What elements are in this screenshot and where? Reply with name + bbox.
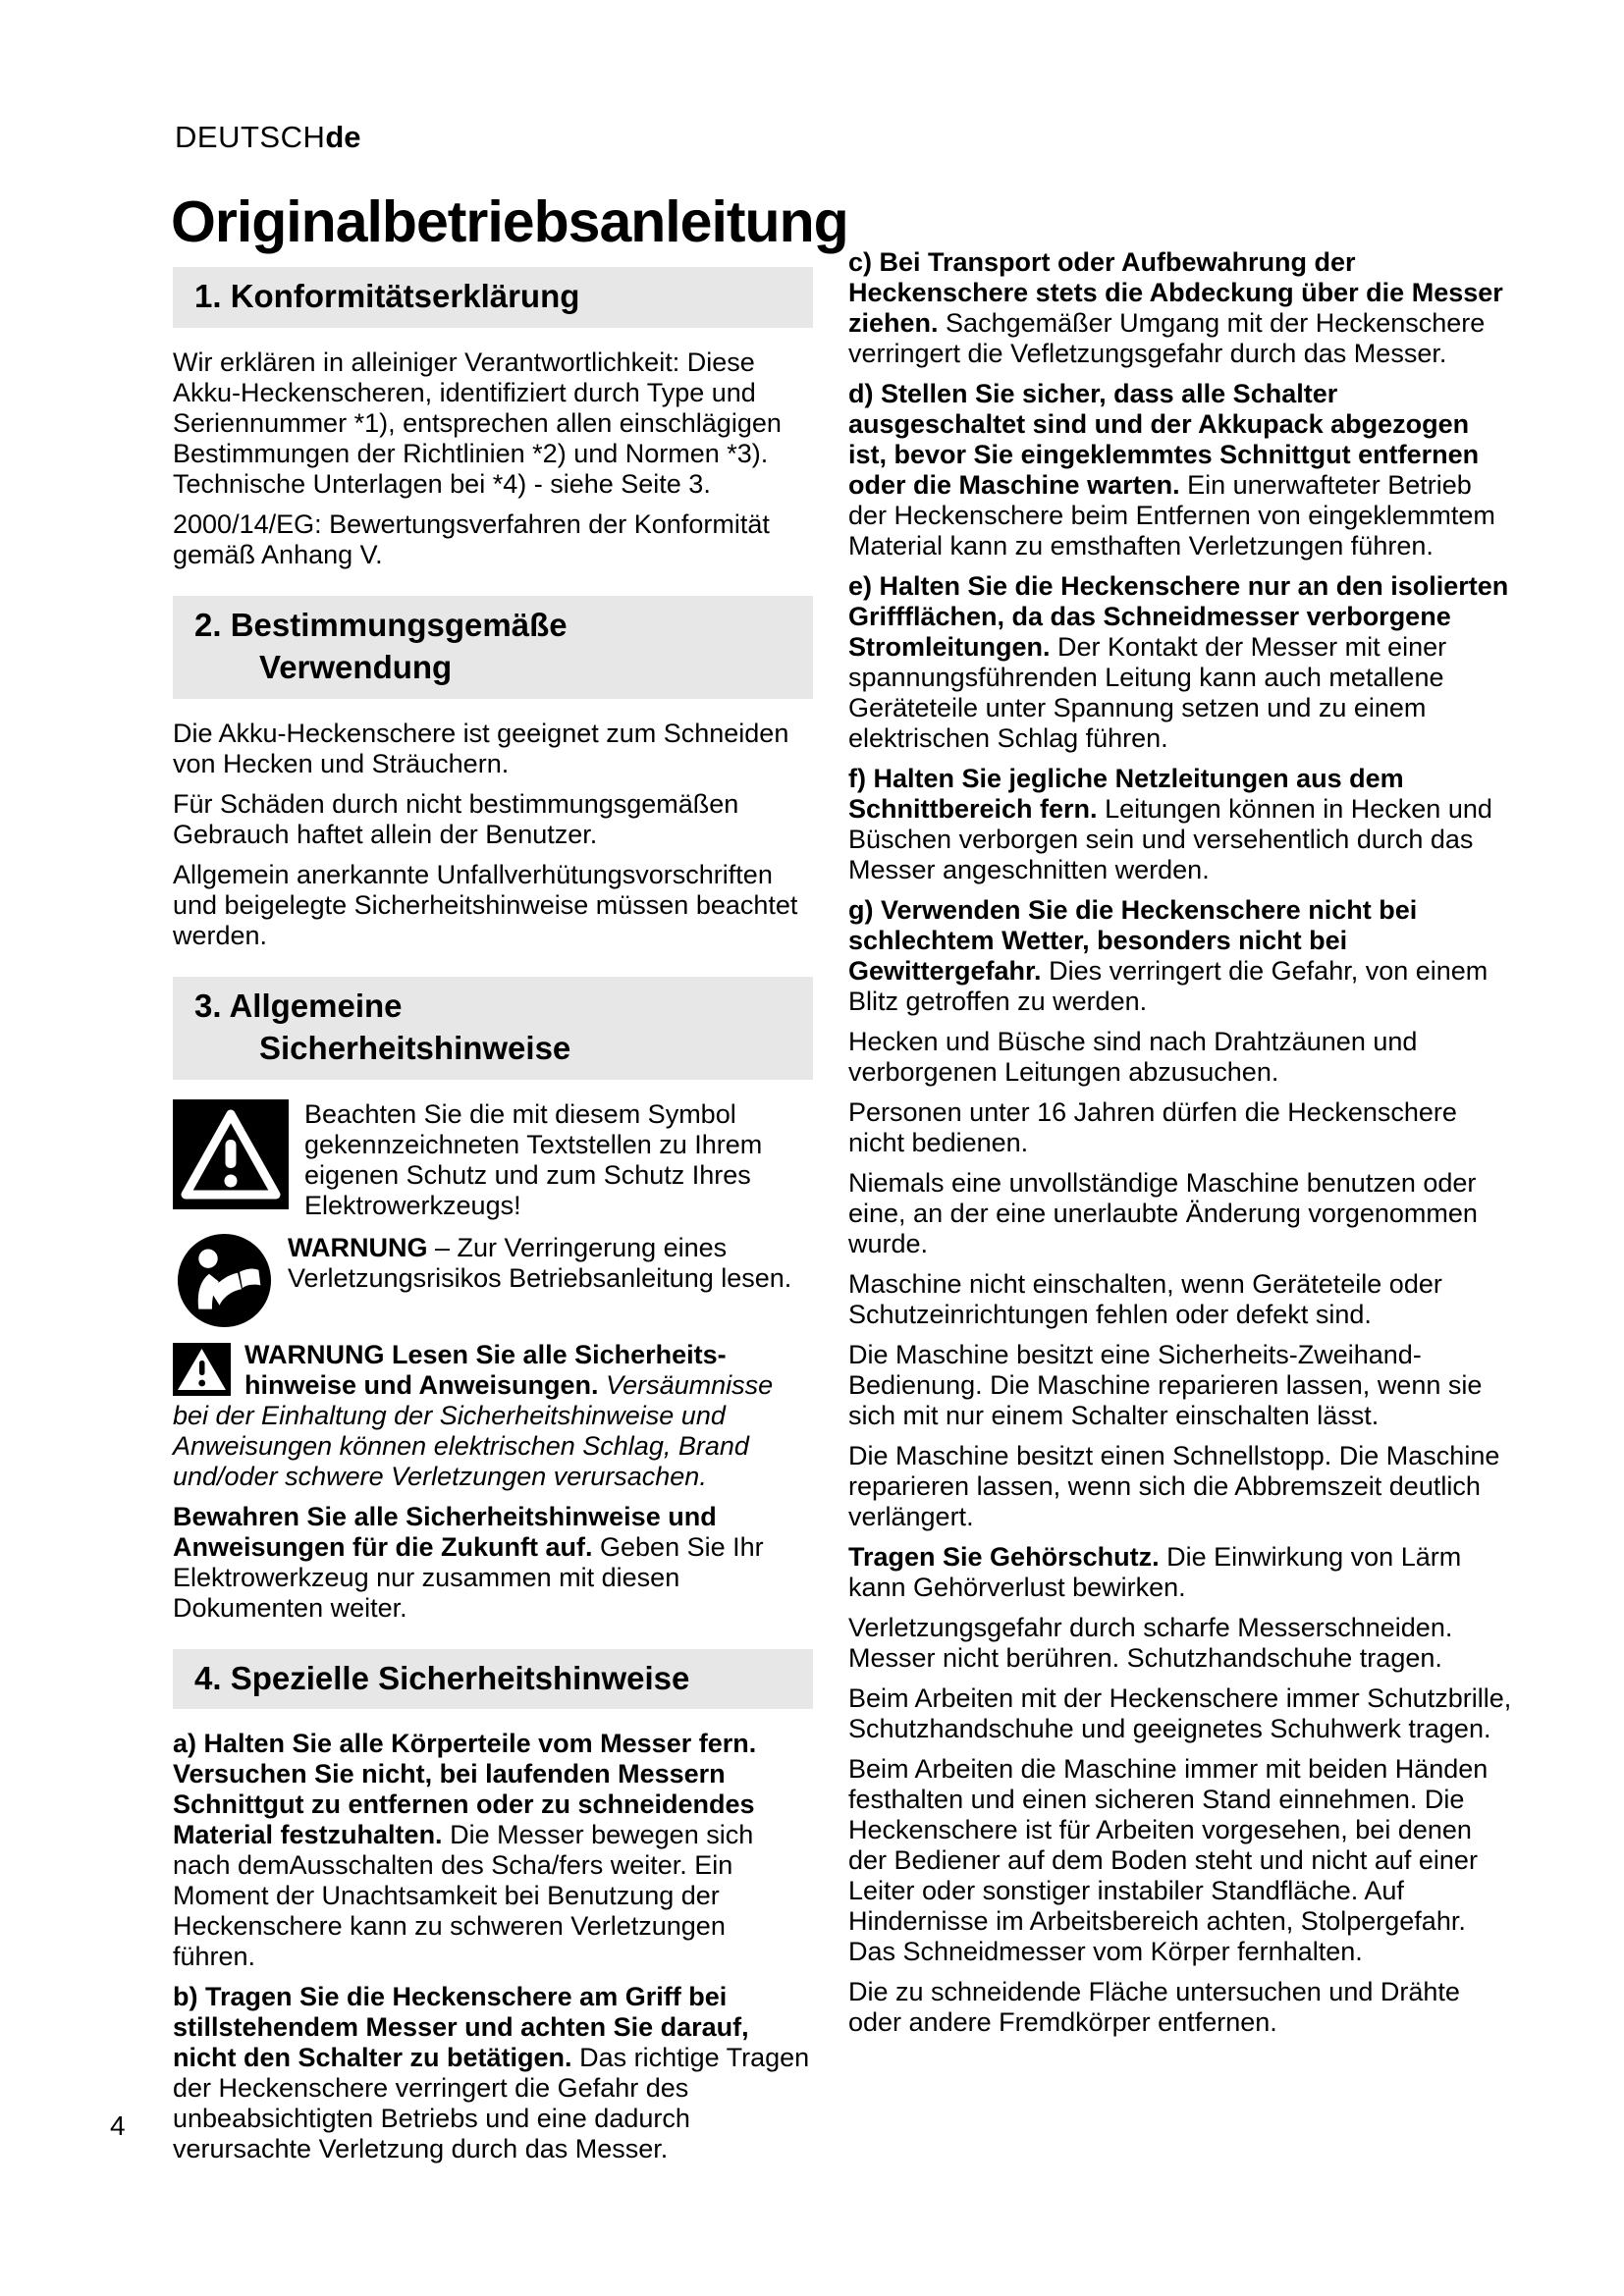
keep-rest: Geben Sie Ihr Elektrowerkzeug nur zusammen mit diesen Dokumenten weiter. (173, 1531, 764, 1623)
section-heading-2-line1: 2. Bestimmungsgemäße (194, 606, 568, 643)
paragraph: Wir erklären in alleiniger Verantwortlichkeit: Diese Akku-Heckenscheren, identifiziert durch Type und Seriennummer *1), entsprechen allen einschlägigen Bestimmungen der Richtlinien *2) und Normen *3). Technische Unterlagen bei *4) - siehe Seite 3. (173, 347, 782, 499)
section-heading-1 (173, 267, 813, 328)
read-manual-text (288, 1233, 813, 1294)
paragraph-a-rest: Die Messer bewegen sich nach demAusschalten des Scha/fers weiter. Ein Moment der Unachtsamkeit bei Benutzung der Heckenschere kann zu schweren Verletzungen führen. (173, 1820, 754, 1972)
paragraph-text: Beim Arbeiten mit der Heckenschere immer Schutzbrille, Schutzhandschuhe und geeignetes Schuhwerk tragen. (848, 1683, 1512, 1743)
section-heading-3-line2: Sicherheitshinweise (259, 1030, 571, 1067)
paragraph (848, 1542, 1512, 1603)
paragraph: Für Schäden durch nicht bestimmungsgemäßen Gebrauch haftet allein der Benutzer. (173, 788, 739, 849)
paragraph-text: Hecken und Büsche sind nach Drahtzäunen und verborgenen Leitungen abzusuchen. (848, 1027, 1418, 1087)
left-column (173, 253, 813, 2174)
paragraph-text: Dies verringert die Gefahr, von einem Blitz getroffen zu werden. (848, 956, 1489, 1016)
section-heading-3-line1: 3. Allgemeine (194, 987, 403, 1024)
paragraph-text: Sachgemäßer Umgang mit der Heckenschere verringert die Vefletzungsgefahr durch das Messer. (848, 308, 1486, 368)
section-heading-2 (173, 596, 813, 699)
read-manual-icon (177, 1233, 272, 1328)
read-all-italic: Versäumnisse bei der Einhaltung der Sicherheitshinweise und Anweisungen können elektrischen Schlag, Brand und/oder schwere Verletzungen verursachen. (173, 1369, 774, 1491)
paragraph-text: Ein unerwafteter Betrieb der Heckenschere beim Entfernen von eingeklemmtem Material kann zu emsthaften Verletzungen führen. (848, 470, 1495, 561)
paragraph (848, 1683, 1512, 1744)
paragraph-lead-bold: d) Stellen Sie sicher, dass alle Schalter ausgeschaltet sind und der Akkupack abgezogen ist, bevor Sie eingeklemmtes Schnittgut entfernen oder die Maschine warten. (848, 379, 1480, 500)
paragraph (848, 1754, 1512, 1967)
read-all-warning (173, 1340, 813, 1492)
paragraph-text: Verletzungsgefahr durch scharfe Messerschneiden. Messer nicht berühren. Schutzhandschuhe tragen. (848, 1613, 1453, 1673)
paragraph (848, 895, 1512, 1017)
paragraph-text: Personen unter 16 Jahren dürfen die Heckenschere nicht bedienen. (848, 1097, 1457, 1157)
warning-word: WARNUNG (288, 1232, 428, 1262)
paragraph-lead-bold: g) Verwenden Sie die Heckenschere nicht bei schlechtem Wetter, besonders nicht bei Gewittergefahr. (848, 895, 1418, 986)
right-column (848, 247, 1512, 2048)
paragraph-lead-bold: e) Halten Sie die Heckenschere nur an den isolierten Griffflächen, da das Schneidmesser verborgene Stromleitungen. (848, 571, 1509, 662)
paragraph (848, 571, 1512, 754)
warning-triangle-small-icon (173, 1343, 231, 1396)
paragraph-lead-bold: f) Halten Sie jegliche Netzleitungen aus dem Schnittbereich fern. (848, 764, 1404, 824)
paragraph-text: Die zu schneidende Fläche untersuchen und Drähte oder andere Fremdkörper entfernen. (848, 1977, 1460, 2037)
paragraph-text: Beim Arbeiten die Maschine immer mit beiden Händen festhalten und einen sicheren Stand einnehmen. Die Heckenschere ist für Arbeiten vorgesehen, bei denen der Bediener auf dem Boden steht und nicht auf einer Leiter oder sonstiger instabiler Standfläche. Auf Hindernisse im Arbeitsbereich achten, Stolpergefahr. Das Schneidmesser vom Körper fernhalten. (848, 1754, 1489, 1966)
section-heading-1-text: 1. Konformitätserklärung (194, 278, 580, 314)
section-heading-4-text: 4. Spezielle Sicherheitshinweise (194, 1659, 690, 1696)
read-manual-row (173, 1233, 813, 1328)
paragraph-a (173, 1729, 813, 1972)
paragraph (848, 764, 1512, 885)
paragraph-text: Der Kontakt der Messer mit einer spannungsführenden Leitung kann auch metallene Geräteteile unter Spannung setzen und zu einem elektrischen Schlag führen. (848, 632, 1447, 753)
symbol-note-row (173, 1099, 813, 1221)
paragraph-text: Leitungen können in Hecken und Büschen verborgen sein und versehentlich durch das Messer angeschnitten werden. (848, 794, 1492, 884)
paragraph-a-bold: a) Halten Sie alle Körperteile vom Messer fern. Versuchen Sie nicht, bei laufenden Messern Schnittgut zu entfernen oder zu schneidendes Material festzuhalten. (173, 1729, 757, 1850)
paragraph (848, 1613, 1512, 1674)
paragraph (848, 379, 1512, 561)
warning-triangle-icon (173, 1099, 289, 1209)
paragraph: 2000/14/EG: Bewertungsverfahren der Konformität gemäß Anhang V. (173, 508, 770, 569)
read-all-bold: WARNUNG Lesen Sie alle Sicherheits-hinweise und Anweisungen. (244, 1339, 727, 1400)
paragraph (848, 1097, 1512, 1158)
section-heading-2-line2: Verwendung (259, 649, 453, 686)
paragraph-lead-bold: Tragen Sie Gehörschutz. (848, 1542, 1160, 1572)
paragraph (848, 1269, 1512, 1330)
read-manual-rest: – Zur Verringerung eines Verletzungsrisikos Betriebsanleitung lesen. (288, 1232, 792, 1293)
paragraph-text: Die Maschine besitzt eine Sicherheits-Zweihand-Bedienung. Die Maschine reparieren lassen, wenn sie sich mit nur einem Schalter einschalten lässt. (848, 1340, 1483, 1430)
paragraph: Die Akku-Heckenschere ist geeignet zum Schneiden von Hecken und Sträuchern. (173, 718, 789, 778)
language-label (175, 120, 361, 155)
symbol-note-text: Beachten Sie die mit diesem Symbol gekennzeichneten Textstellen zu Ihrem eigenen Schutz und zum Schutz Ihres Elektrowerkzeugs! (304, 1098, 763, 1220)
paragraph-lead-bold: c) Bei Transport oder Aufbewahrung der Heckenschere stets die Abdeckung über die Messer ziehen. (848, 247, 1503, 338)
section-heading-4 (173, 1649, 813, 1710)
page-title: Originalbetriebsanleitung (171, 188, 848, 254)
language-name: DEUTSCH (175, 120, 326, 154)
paragraph-text: Die Einwirkung von Lärm kann Gehörverlust bewirken. (848, 1542, 1462, 1602)
paragraph (848, 1027, 1512, 1088)
paragraph-text: Niemals eine unvollständige Maschine benutzen oder eine, an der eine unerlaubte Änderung vorgenommen wurde. (848, 1168, 1478, 1258)
paragraph-b (173, 1982, 813, 2164)
paragraph: Allgemein anerkannte Unfallverhütungsvorschriften und beigelegte Sicherheitshinweise müssen beachtet werden. (173, 859, 798, 950)
paragraph (848, 1441, 1512, 1532)
paragraph (848, 1977, 1512, 2038)
paragraph-b-rest: Das richtige Tragen der Heckenschere verringert die Gefahr des unbeabsichtigten Betriebs und eine dadurch verursachte Verletzung durch das Messer. (173, 2043, 810, 2164)
paragraph (848, 1340, 1512, 1431)
section-heading-3 (173, 977, 813, 1080)
paragraph (848, 247, 1512, 369)
keep-bold: Bewahren Sie alle Sicherheitshinweise und Anweisungen für die Zukunft auf. (173, 1501, 717, 1562)
keep-instructions (173, 1502, 813, 1624)
paragraph (848, 1168, 1512, 1259)
page-number: 4 (110, 2110, 126, 2141)
paragraph-text: Maschine nicht einschalten, wenn Geräteteile oder Schutzeinrichtungen fehlen oder defekt sind. (848, 1269, 1442, 1329)
paragraph-b-bold: b) Tragen Sie die Heckenschere am Griff bei stillstehendem Messer und achten Sie darauf, nicht den Schalter zu betätigen. (173, 1982, 749, 2073)
paragraph-text: Die Maschine besitzt einen Schnellstopp. Die Maschine reparieren lassen, wenn sich die Abbremszeit deutlich verlängert. (848, 1441, 1500, 1531)
language-code: de (325, 120, 361, 154)
